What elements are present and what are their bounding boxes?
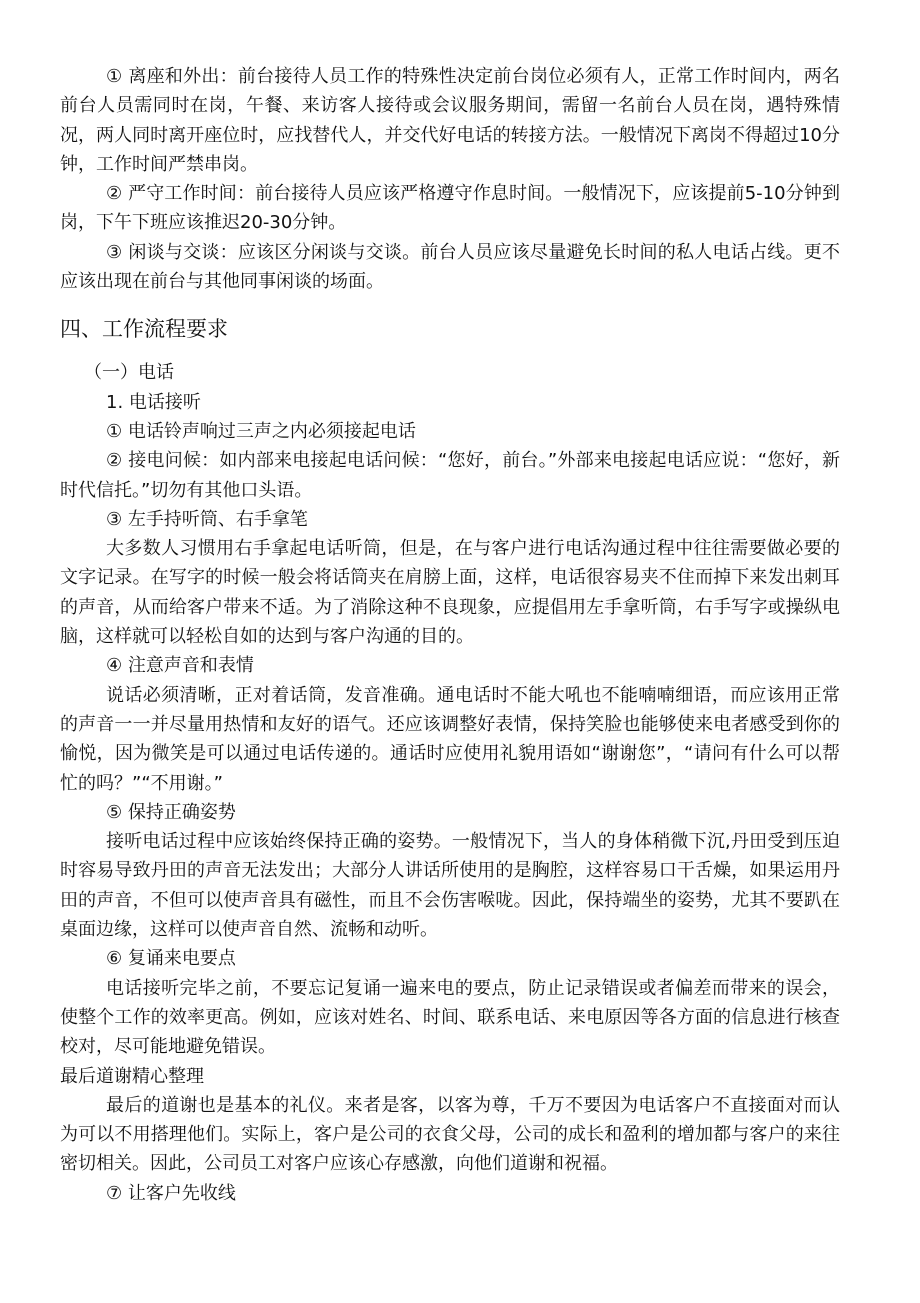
paragraph-chat: ③ 闲谈与交谈：应该区分闲谈与交谈。前台人员应该尽量避免长时间的私人电话占线。更不应该出现在前台与其他同事闲谈的场面。 [60,241,840,293]
item-hand-heading: ③ 左手持听筒、右手拿笔 [106,508,308,530]
item-heading-answer: 1. 电话接听 [106,391,201,413]
item-posture-body: 接听电话过程中应该始终保持正确的姿势。一般情况下，当人的身体稍微下沉,丹田受到压迫时容易导致丹田的声音无法发出；大部分人讲话所使用的是胸腔，这样容易口干舌燥，如果运用丹田的声音，不但可以使声音具有磁性，而且不会伤害喉咙。因此，保持端坐的姿势，尤其不要趴在桌面边缘，这样可以使声音自然、流畅和动听。 [60,831,840,941]
thanks-heading: 最后道谢精心整理 [60,1065,204,1087]
item-posture-heading: ⑤ 保持正确姿势 [106,801,236,823]
item-repeat-body: 电话接听完毕之前，不要忘记复诵一遍来电的要点，防止记录错误或者偏差而带来的误会，使整个工作的效率更高。例如，应该对姓名、时间、联系电话、来电原因等各方面的信息进行核查校对，尽可能地避免错误。 [60,977,840,1058]
item-hangup-heading: ⑦ 让客户先收线 [106,1182,236,1204]
thanks-body: 最后的道谢也是基本的礼仪。来者是客，以客为尊，千万不要因为电话客户不直接面对而认为可以不用搭理他们。实际上，客户是公司的衣食父母，公司的成长和盈利的增加都与客户的来往密切相关。因此，公司员工对客户应该心存感激，向他们道谢和祝福。 [60,1094,840,1175]
item-greeting: ② 接电问候：如内部来电接起电话问候：“您好，前台。”外部来电接起电话应说：“您好，新时代信托。”切勿有其他口头语。 [60,450,840,501]
subsection-heading-phone: （一）电话 [84,362,174,384]
paragraph-work-hours: ② 严守工作时间：前台接待人员应该严格遵守作息时间。一般情况下，应该提前5-10分钟到岗，下午下班应该推迟20-30分钟。 [60,183,840,234]
item-hand-body: 大多数人习惯用右手拿起电话听筒，但是，在与客户进行电话沟通过程中往往需要做必要的文字记录。在写字的时候一般会将话筒夹在肩膀上面，这样，电话很容易夹不住而掉下来发出刺耳的声音，从而给客户带来不适。为了消除这种不良现象，应提倡用左手拿听筒，右手写字或操纵电脑，这样就可以轻松自如的达到与客户沟通的目的。 [60,538,840,648]
item-voice-body: 说话必须清晰，正对着话筒，发音准确。通电话时不能大吼也不能喃喃细语，而应该用正常的声音一一并尽量用热情和友好的语气。还应该调整好表情，保持笑脸也能够使来电者感受到你的愉悦，因为微笑是可以通过电话传递的。通话时应使用礼貌用语如“谢谢您”，“请问有什么可以帮忙的吗？”“不用谢。” [60,684,840,794]
item-ring: ① 电话铃声响过三声之内必须接起电话 [106,420,416,442]
section-heading: 四、工作流程要求 [60,317,228,342]
item-voice-heading: ④ 注意声音和表情 [106,655,254,677]
document-page [60,62,840,1208]
item-repeat-heading: ⑥ 复诵来电要点 [106,948,236,970]
paragraph-leave-seat: ① 离座和外出：前台接待人员工作的特殊性决定前台岗位必须有人，正常工作时间内，两名前台人员需同时在岗，午餐、来访客人接待或会议服务期间，需留一名前台人员在岗，遇特殊情况，两人同时离开座位时，应找替代人，并交代好电话的转接方法。一般情况下离岗不得超过10分钟，工作时间严禁串岗。 [60,66,840,175]
